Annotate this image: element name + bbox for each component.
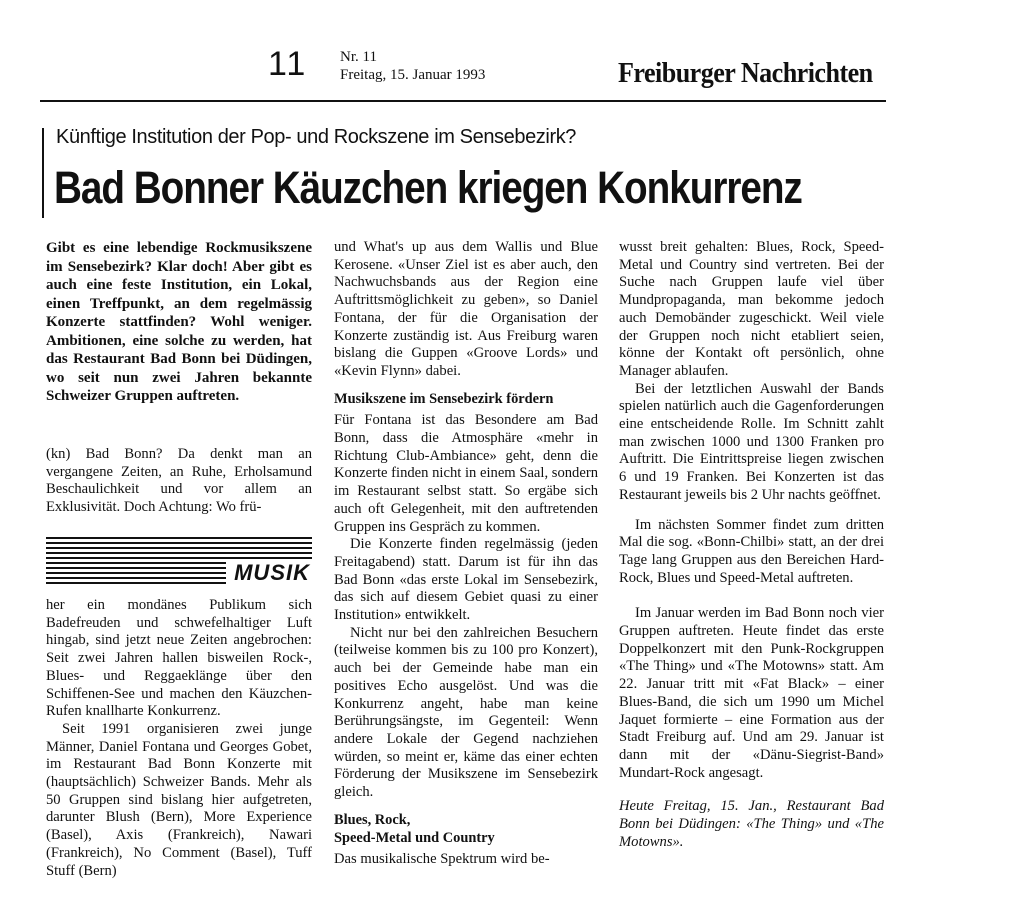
body-paragraph: Seit 1991 organisieren zwei junge Männer, Daniel Fontana und Georges Gobet, im Restaurant Bad Bonn Konzerte mit (hauptsächlich) Schweizer Bands. Mehr als 50 Gruppen sind bislang hier aufgetreten, darunter Blush (Bern), More Experience (Basel), Axis (Frankreich), Nawari (Frankreich), No Comment (Basel), Tuff Stuff (Bern) — [46, 720, 312, 879]
issue-date: Freitag, 15. Januar 1993 — [340, 67, 486, 83]
body-paragraph: her ein mondänes Publikum sich Badefreuden und schwefelhaltiger Luft hingab, sind jetzt neue Zeiten angebrochen: Seit zwei Jahren hallen bisweilen Rock-, Blues- und Reggaeklänge über den Schiffenen-See und machen den Käuzchen-Rufen knallharte Konkurrenz. — [46, 597, 312, 720]
article-lead — [46, 239, 312, 406]
body-paragraph: und What's up aus dem Wallis und Blue Kerosene. «Unser Ziel ist es aber auch, den Nachwuchsbands aus der Region eine Auftrittsmöglichkeit zu geben», so Daniel Fontana, der für die Organisation der Konzerte zuständig ist. Aus Freiburg waren bislang die Guppen «Groove Lords» und «Kevin Flynn» dabei. — [334, 239, 598, 379]
intro-paragraph: (kn) Bad Bonn? Da denkt man an vergangene Zeiten, an Ruhe, Erholsamund Beschaulichkeit und vor allem an Exklusivität. Doch Achtung: Wo frü- — [46, 446, 312, 516]
section-rubric — [46, 537, 312, 589]
rubric-label: MUSIK — [226, 561, 312, 585]
lead-paragraph: Gibt es eine lebendige Rockmusikszene im Sensebezirk? Klar doch! Aber gibt es auch eine feste Institution, ein Lokal, einen Treffpunkt, an dem regelmässig Konzerte stattfinden? Wohl weniger. Ambitionen, eine solche zu werden, hat das Restaurant Bad Bonn bei Düdingen, wo seit nun zwei Jahren bekannte Schweizer Gruppen auftreten. — [46, 240, 312, 404]
body-paragraph: Die Konzerte finden regelmässig (jeden Freitagabend) statt. Darum ist für ihn das Bad Bonn «das erste Lokal im Sensebezirk, das sich auf diesem Gebiet quasi zu einer Institution» entwikkelt. — [334, 536, 598, 624]
body-paragraph: Für Fontana ist das Besondere am Bad Bonn, dass die Atmosphäre «mehr in Richtung Club-Ambiance» geht, denn die Konzerte finden nicht in einem Saal, sondern im Restaurant selbst statt. So ergäbe sich auch oft Gelegenheit, mit den auftretenden Gruppen ins Gespräch zu kommen. — [334, 412, 598, 535]
column-1 — [46, 597, 312, 880]
issue-info — [340, 48, 540, 84]
intro-block — [46, 446, 312, 517]
column-2 — [334, 239, 598, 869]
body-paragraph: Das musikalische Spektrum wird be- — [334, 851, 550, 868]
subheading: Speed-Metal und Country — [334, 829, 495, 846]
subheading: Blues, Rock, — [334, 811, 411, 828]
kicker-bar — [42, 128, 44, 218]
column-3 — [619, 239, 884, 852]
body-paragraph: Im nächsten Sommer findet zum dritten Mal die sog. «Bonn-Chilbi» statt, an der drei Tage lang Gruppen aus den Bereichen Hard-Rock, Blues und Speed-Metal auftreten. — [619, 516, 884, 586]
body-paragraph: Bei der letztlichen Auswahl der Bands spielen natürlich auch die Gagenforderungen eine entscheidende Rolle. Im Schnitt zahlt man zwischen 1000 und 1300 Franken pro Auftritt. Die Eintrittspreise liegen zwischen 6 und 19 Franken. Bei Konzerten ist das Restaurant jeweils bis 2 Uhr nachts geöffnet. — [619, 380, 884, 503]
newspaper-name: Freiburger Nachrichten — [618, 57, 873, 89]
event-credit: Heute Freitag, 15. Jan., Restaurant Bad Bonn bei Düdingen: «The Thing» und «The Motowns». — [619, 798, 884, 850]
masthead-rule — [40, 100, 886, 102]
subheading: Musikszene im Sensebezirk fördern — [334, 390, 554, 407]
article-kicker: Künftige Institution der Pop- und Rockszene im Sensebezirk? — [56, 126, 577, 148]
body-paragraph: wusst breit gehalten: Blues, Rock, Speed-Metal und Country sind vertreten. Bei der Suche nach Gruppen laufe viel über Mundpropaganda, man bekomme jedoch auch Demobänder zugeschickt. Weil viele der Gruppen noch nicht etabliert seien, könne der Kontakt oft persönlich, ohne Manager ablaufen. — [619, 239, 884, 379]
body-paragraph: Nicht nur bei den zahlreichen Besuchern (teilweise kommen bis zu 100 pro Konzert), auch bei der Gemeinde habe man ein positives Echo ausgelöst. Und was die Konkurrenz angeht, habe man keine Berührungsängste, im Gegenteil: Wenn andere Lokale der Gegend nachziehen würden, so meint er, käme das einer echten Förderung der Musikszene im Sensebezirk gleich. — [334, 624, 598, 801]
body-paragraph: Im Januar werden im Bad Bonn noch vier Gruppen auftreten. Heute findet das erste Doppelkonzert mit den Punk-Rockgruppen «The Thing» und «The Motowns» statt. Am 22. Januar tritt mit «Fat Black» – einer Blues-Band, die sich um 1990 um Michel Jaquet formierte – eine Formation aus der Stadt Freiburg auf. Und am 29. Januar ist dann mit der «Dänu-Siegrist-Band» Mundart-Rock angesagt. — [619, 605, 884, 781]
issue-number: Nr. 11 — [340, 49, 377, 65]
article-headline: Bad Bonner Käuzchen kriegen Konkurrenz — [54, 162, 802, 213]
page-number: 11 — [268, 45, 308, 83]
